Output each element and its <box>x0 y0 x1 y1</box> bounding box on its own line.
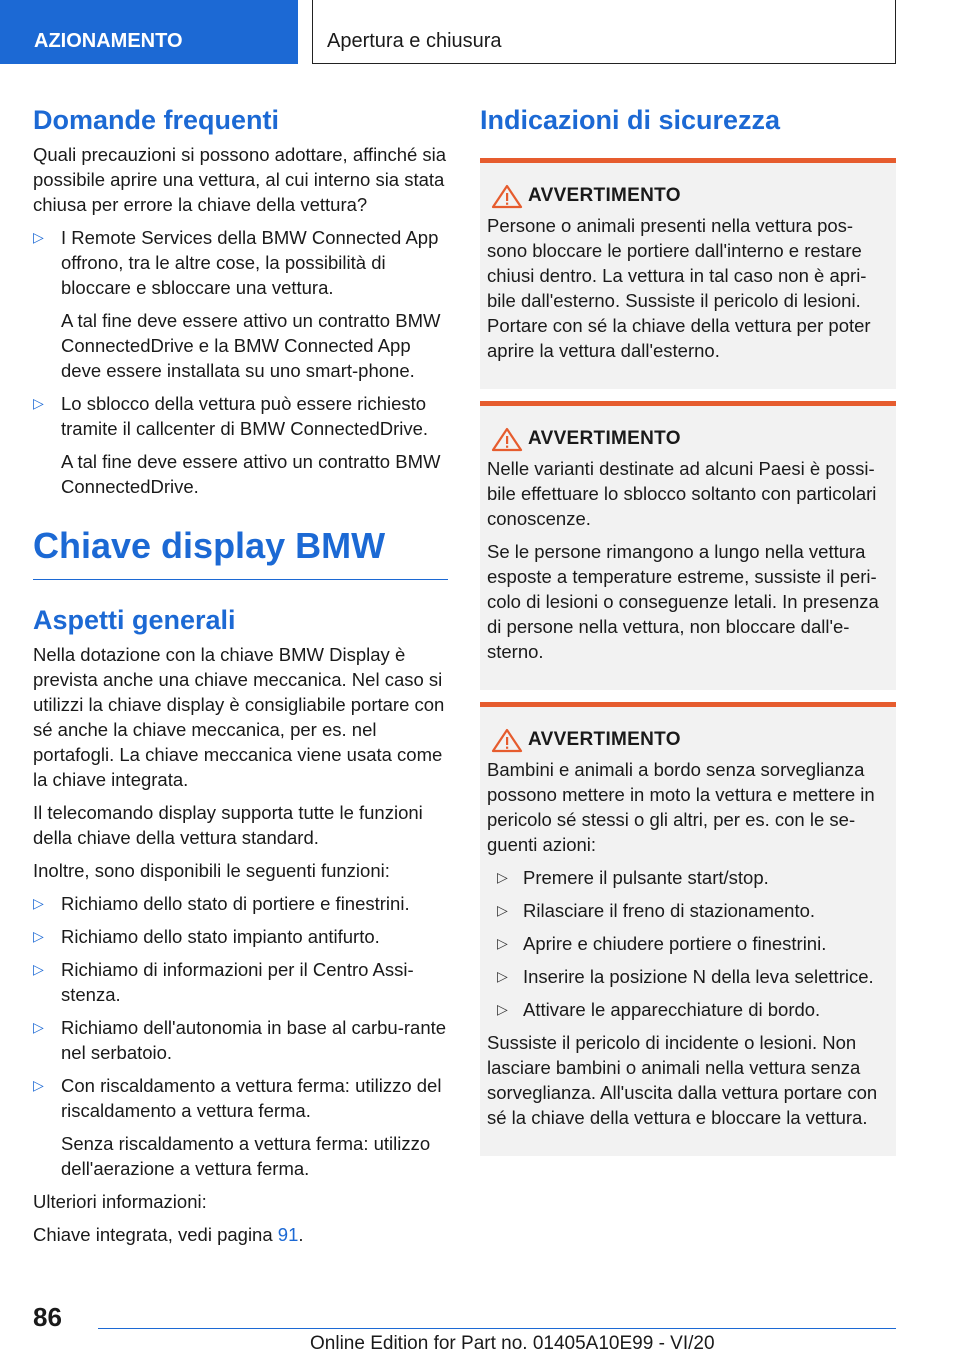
header-section-tab: AZIONAMENTO <box>0 0 298 64</box>
paragraph: Nella dotazione con la chiave BMW Display è prevista anche una chiave meccanica. Nel caso si utilizzi la chiave display è consigliabile portare con sé anche la chiave meccanica, per es. nel portafogli. La chiave meccanica viene usata come la chiave integrata. <box>33 644 445 790</box>
triangle-right-icon: ▷ <box>497 968 508 984</box>
warning-text: Se le persone rimangono a lungo nella vettura esposte a temperature estreme, sussiste il peri‐colo di lesioni o conseguenze letali. In presenza di persone nella vettura, non bloccare dall'e‐sterno. <box>487 541 879 662</box>
list-item <box>33 957 448 1007</box>
list-item <box>487 964 888 989</box>
triangle-right-icon: ▷ <box>33 928 44 944</box>
list-item <box>487 898 888 923</box>
list-item-text: Attivare le apparecchiature di bordo. <box>523 999 821 1020</box>
warning-triangle-icon <box>490 426 524 452</box>
warning-text: Persone o animali presenti nella vettura pos‐sono bloccare le portiere dall'interno e restare chiusi dentro. La vettura in tal caso non è apri‐bile dall'esterno. Sussiste il pericolo di lesioni. Portare con sé la chiave della vettura per poter aprire la vettura dall'esterno. <box>487 215 871 361</box>
list-item-note: Senza riscaldamento a vettura ferma: utilizzo dell'aerazione a vettura ferma. <box>61 1133 431 1179</box>
warning-title: AVVERTIMENTO <box>528 428 681 449</box>
triangle-right-icon: ▷ <box>33 395 44 411</box>
reference-text: Chiave integrata, vedi pagina <box>33 1224 278 1245</box>
right-column <box>480 104 896 1156</box>
warning-triangle-icon <box>490 183 524 209</box>
faq-heading: Domande frequenti <box>33 105 280 135</box>
general-aspects-heading: Aspetti generali <box>33 605 236 635</box>
triangle-right-icon: ▷ <box>33 1077 44 1093</box>
list-item-note: A tal fine deve essere attivo un contratto BMW ConnectedDrive e la BMW Connected App deve essere installata su uno smart‐phone. <box>61 310 441 381</box>
list-item-text: Premere il pulsante start/stop. <box>523 867 769 888</box>
warning-triangle-icon <box>490 727 524 753</box>
footer-rule <box>98 1328 896 1329</box>
triangle-right-icon: ▷ <box>33 961 44 977</box>
list-item <box>487 865 888 890</box>
warning-title: AVVERTIMENTO <box>528 185 681 206</box>
triangle-right-icon: ▷ <box>33 1019 44 1035</box>
list-item <box>33 225 448 383</box>
list-item <box>33 391 448 499</box>
paragraph: Il telecomando display supporta tutte le funzioni della chiave della vettura standard. <box>33 802 423 848</box>
list-item-text: Rilasciare il freno di stazionamento. <box>523 900 816 921</box>
paragraph: Inoltre, sono disponibili le seguenti funzioni: <box>33 860 390 881</box>
functions-list <box>33 891 448 1181</box>
page-number: 86 <box>33 1302 62 1332</box>
warning-box <box>480 158 896 389</box>
list-item <box>33 891 448 916</box>
warning-text: Nelle varianti destinate ad alcuni Paesi è possi‐bile effettuare lo sblocco soltanto con particolari conoscenze. <box>487 458 877 529</box>
faq-list <box>33 225 448 499</box>
list-item <box>33 1073 448 1181</box>
triangle-right-icon: ▷ <box>497 902 508 918</box>
warning-title: AVVERTIMENTO <box>528 729 681 750</box>
reference-line <box>33 1222 448 1247</box>
faq-question: Quali precauzioni si possono adottare, affinché sia possibile aprire una vettura, al cui interno sia stata chiusa per errore la chiave della vettura? <box>33 144 447 215</box>
list-item-text: Inserire la posizione N della leva selettrice. <box>523 966 874 987</box>
warning-text: Bambini e animali a bordo senza sorveglianza possono mettere in moto la vettura e mettere in pericolo sé stessi o gli altri, per es. con le se‐guenti azioni: <box>487 759 875 855</box>
list-item-text: Richiamo dello stato impianto antifurto. <box>61 926 380 947</box>
display-key-heading: Chiave display BMW <box>33 525 448 580</box>
warning-list <box>487 865 888 1022</box>
triangle-right-icon: ▷ <box>33 895 44 911</box>
triangle-right-icon: ▷ <box>497 869 508 885</box>
page-reference-link[interactable]: 91 <box>277 1224 299 1245</box>
warning-box <box>480 702 896 1156</box>
reference-end: . <box>298 1224 304 1245</box>
list-item <box>487 997 888 1022</box>
warning-box <box>480 401 896 690</box>
triangle-right-icon: ▷ <box>33 229 44 245</box>
list-item-text: Richiamo di informazioni per il Centro Assi‐stenza. <box>61 959 414 1005</box>
list-item <box>33 1015 448 1065</box>
list-item-text: Lo sblocco della vettura può essere richiesto tramite il callcenter di BMW ConnectedDrive. <box>61 393 429 439</box>
footer-edition-text: Online Edition for Part no. 01405A10E99 - VI/20 <box>310 1333 715 1354</box>
left-column <box>33 104 448 1255</box>
list-item-text: I Remote Services della BMW Connected App offrono, tra le altre cose, la possibilità di bloccare e sbloccare una vettura. <box>61 227 439 298</box>
list-item <box>33 924 448 949</box>
list-item-text: Richiamo dell'autonomia in base al carbu‐rante nel serbatoio. <box>61 1017 447 1063</box>
list-item-text: Aprire e chiudere portiere o finestrini. <box>523 933 827 954</box>
triangle-right-icon: ▷ <box>497 1001 508 1017</box>
warning-text: Sussiste il pericolo di incidente o lesioni. Non lasciare bambini o animali nella vettura senza sorveglianza. All'uscita dalla vettura portare con sé la chiave della vettura e bloccare la vettura. <box>487 1032 878 1128</box>
more-info-label: Ulteriori informazioni: <box>33 1191 207 1212</box>
triangle-right-icon: ▷ <box>497 935 508 951</box>
list-item-text: Con riscaldamento a vettura ferma: utilizzo del riscaldamento a vettura ferma. <box>61 1075 442 1121</box>
list-item-text: Richiamo dello stato di portiere e finestrini. <box>61 893 410 914</box>
header-chapter-title: Apertura e chiusura <box>312 0 896 64</box>
list-item <box>487 931 888 956</box>
list-item-note: A tal fine deve essere attivo un contratto BMW ConnectedDrive. <box>61 451 441 497</box>
safety-heading: Indicazioni di sicurezza <box>480 105 781 135</box>
